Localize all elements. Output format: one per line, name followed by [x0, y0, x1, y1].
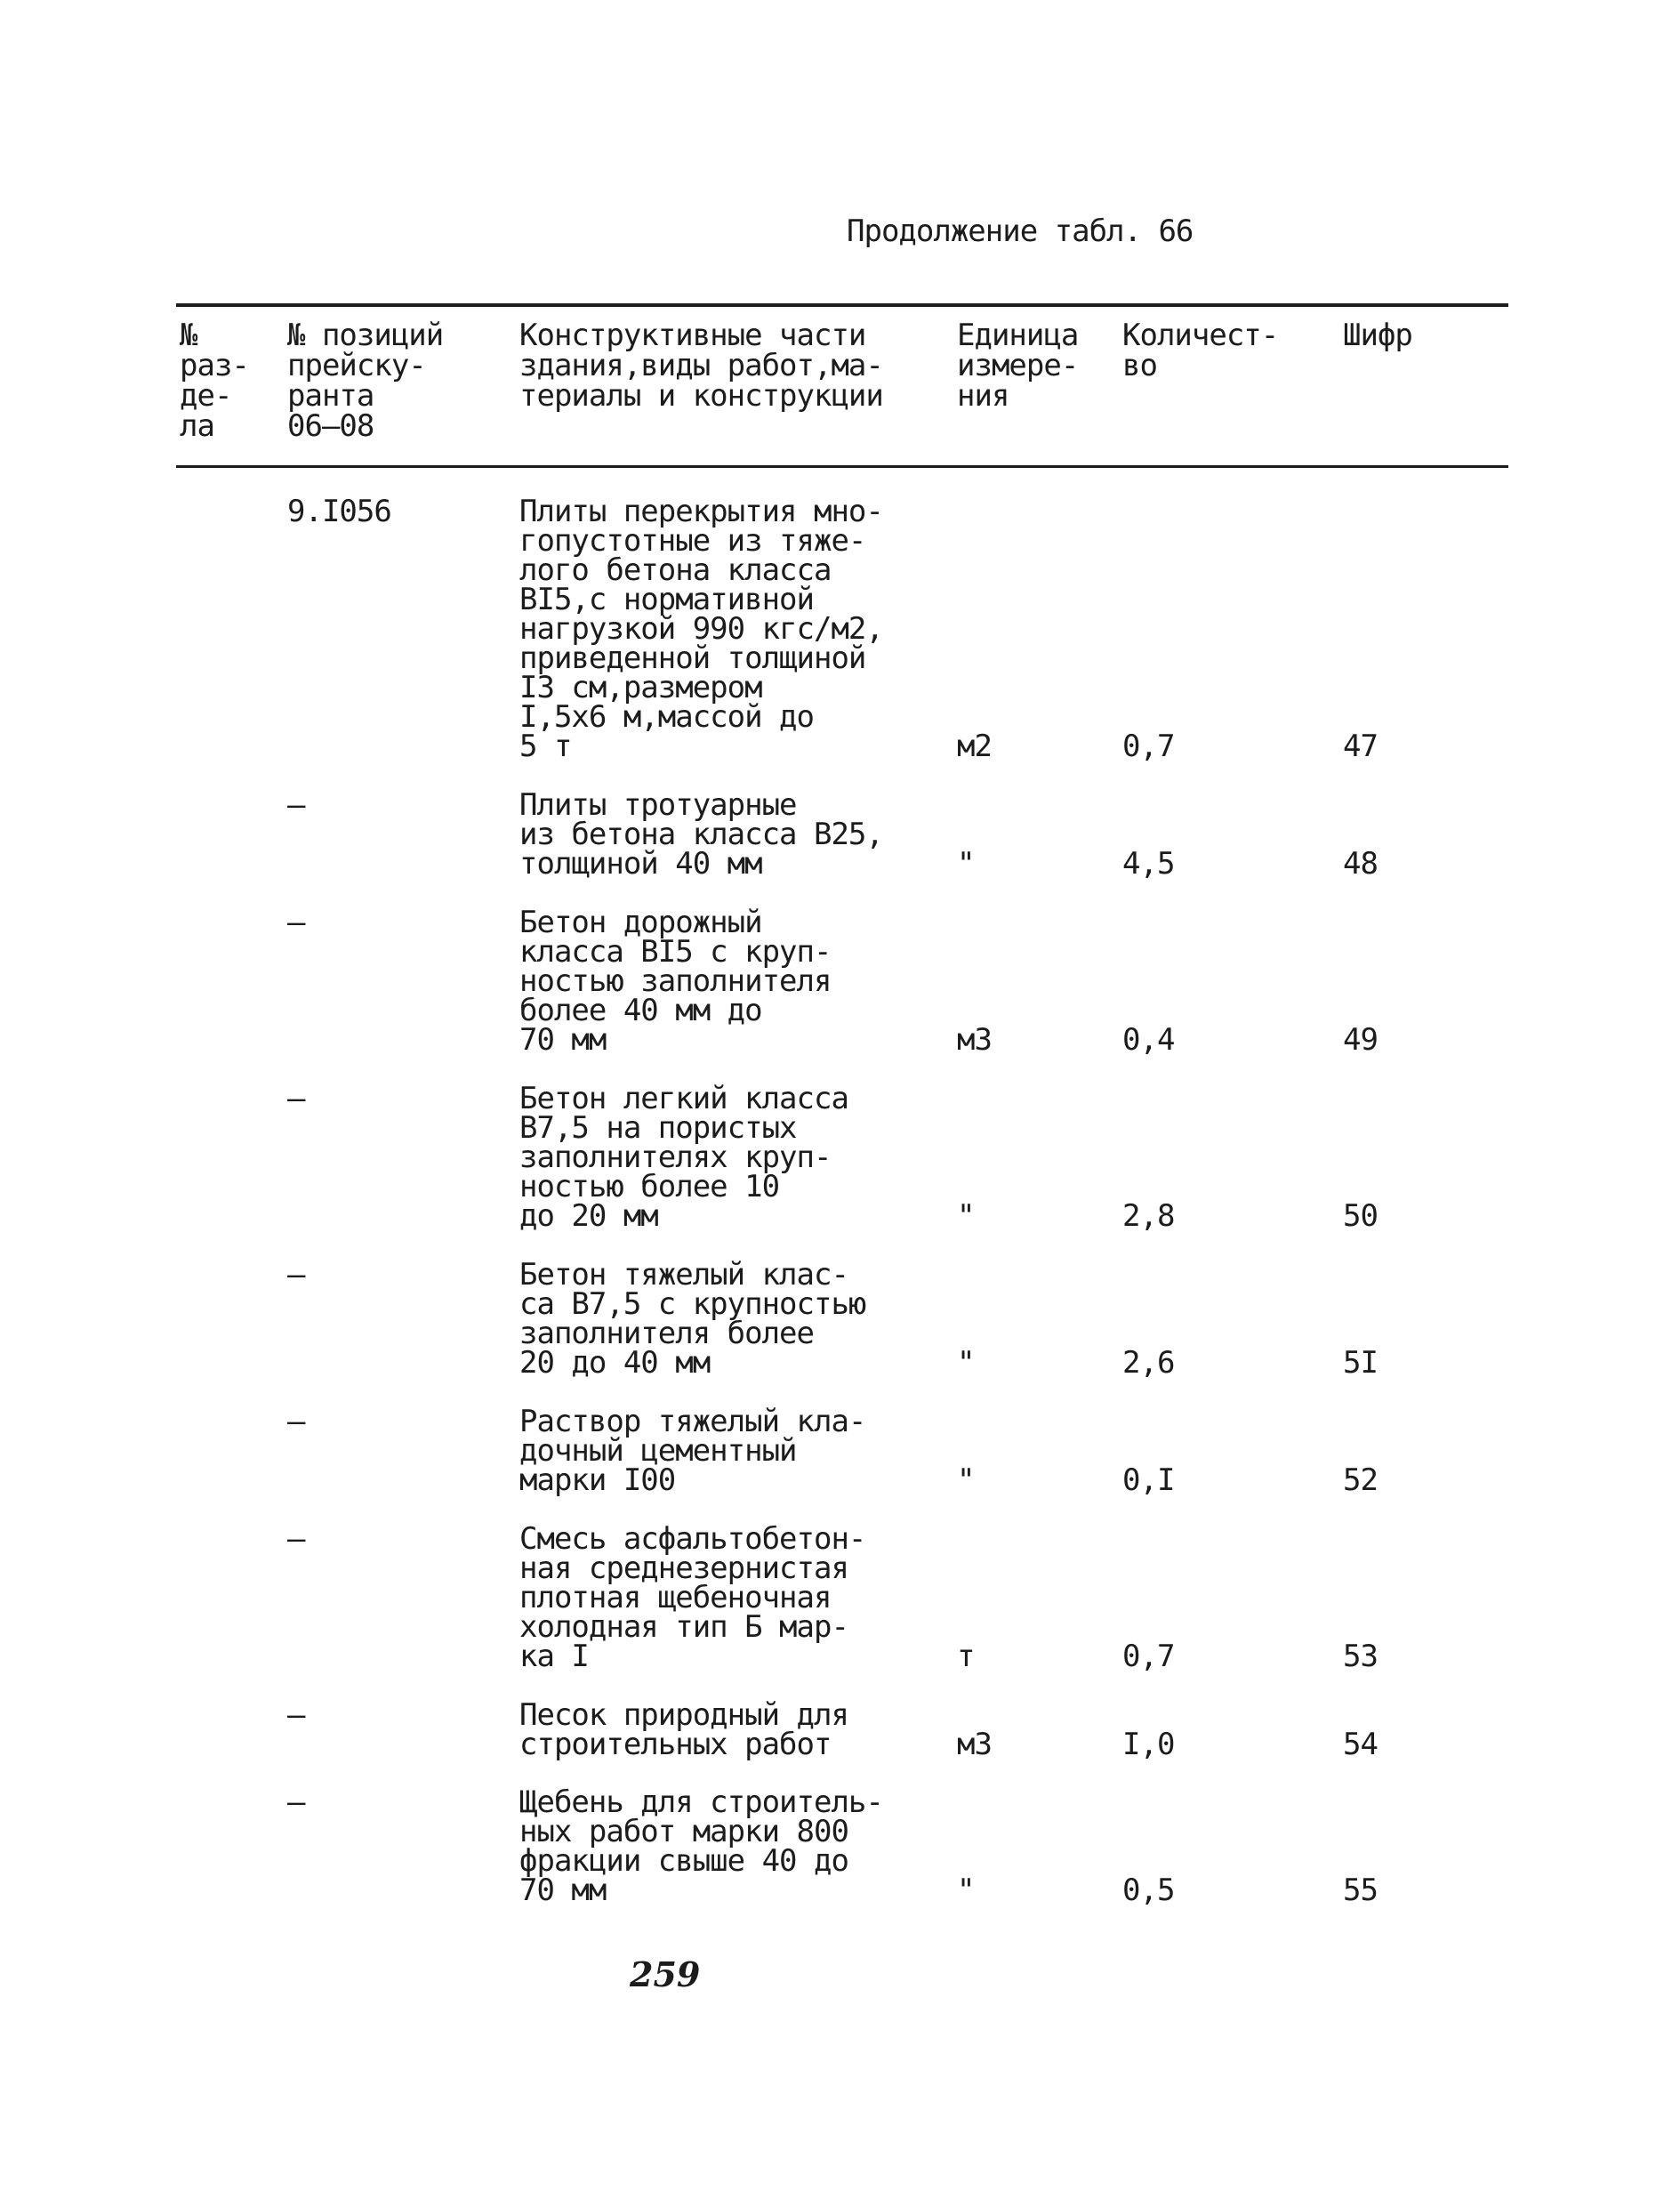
row-8-code: 54: [1343, 1727, 1378, 1762]
row-9-unit: ": [957, 1873, 975, 1908]
row-5-quantity: 2,6: [1122, 1345, 1175, 1381]
row-2-quantity: 4,5: [1122, 846, 1175, 882]
table-top-rule: [176, 303, 1508, 307]
row-6-quantity: 0,I: [1122, 1462, 1175, 1498]
row-9-quantity: 0,5: [1122, 1873, 1175, 1908]
row-9-code: 55: [1343, 1873, 1378, 1908]
row-2-position: –: [287, 787, 305, 823]
row-5-description: Бетон тяжелый клас- са В7,5 с крупностью заполнителя более 20 до 40 мм: [519, 1257, 866, 1381]
row-8-position: –: [287, 1697, 305, 1733]
row-5-unit: ": [957, 1345, 975, 1381]
row-1-unit: м2: [957, 729, 992, 764]
row-4-quantity: 2,8: [1122, 1198, 1175, 1234]
row-7-code: 53: [1343, 1639, 1378, 1674]
row-7-position: –: [287, 1521, 305, 1557]
table-continuation-caption: Продолжение табл. 66: [847, 213, 1194, 249]
row-7-quantity: 0,7: [1122, 1639, 1175, 1674]
header-quantity: Количест- во: [1122, 318, 1279, 383]
row-4-position: –: [287, 1081, 305, 1116]
header-structural-parts: Конструктивные части здания,виды работ,ма- териалы и конструкции: [519, 318, 883, 414]
row-5-code: 5I: [1343, 1345, 1378, 1381]
row-4-description: Бетон легкий класса В7,5 на пористых заполнителях круп- ностью более 10 до 20 мм: [519, 1081, 848, 1234]
row-2-code: 48: [1343, 846, 1378, 882]
page-number: 259: [630, 1954, 701, 1994]
row-3-quantity: 0,4: [1122, 1022, 1175, 1058]
row-8-quantity: I,0: [1122, 1727, 1175, 1762]
row-4-code: 50: [1343, 1198, 1378, 1234]
header-code: Шифр: [1343, 318, 1412, 353]
row-9-position: –: [287, 1784, 305, 1820]
row-6-position: –: [287, 1404, 305, 1439]
row-3-unit: м3: [957, 1022, 992, 1058]
row-2-unit: ": [957, 846, 975, 882]
row-7-description: Смесь асфальтобетон- ная среднезернистая плотная щебеночная холодная тип Б мар- ка I: [519, 1521, 866, 1674]
row-1-code: 47: [1343, 729, 1378, 764]
row-6-unit: ": [957, 1462, 975, 1498]
row-5-position: –: [287, 1257, 305, 1293]
row-4-unit: ": [957, 1198, 975, 1234]
header-unit: Единица измере- ния: [957, 318, 1079, 414]
row-6-description: Раствор тяжелый кла- дочный цементный марки I00: [519, 1404, 866, 1498]
row-1-quantity: 0,7: [1122, 729, 1175, 764]
row-8-unit: м3: [957, 1727, 992, 1762]
row-2-description: Плиты тротуарные из бетона класса В25, толщиной 40 мм: [519, 787, 883, 882]
row-3-position: –: [287, 905, 305, 940]
row-3-description: Бетон дорожный класса BI5 с круп- ностью заполнителя более 40 мм до 70 мм: [519, 905, 832, 1058]
header-price-list-position: № позиций прейску- ранта 06–08: [287, 318, 444, 444]
row-1-position: 9.I056: [287, 494, 391, 529]
row-1-description: Плиты перекрытия мно- гопустотные из тяже- лого бетона класса BI5,с нормативной нагрузкой 990 кгс/м2, приведенной толщиной I3 см,размером I,5x6 м,массой до 5 т: [519, 494, 883, 764]
row-9-description: Щебень для строитель- ных работ марки 800 фракции свыше 40 до 70 мм: [519, 1784, 883, 1908]
row-3-code: 49: [1343, 1022, 1378, 1058]
row-6-code: 52: [1343, 1462, 1378, 1498]
row-8-description: Песок природный для строительных работ: [519, 1697, 848, 1762]
header-section-number: № раз- де- ла: [180, 318, 249, 444]
header-bottom-rule: [176, 465, 1508, 468]
row-7-unit: т: [957, 1639, 975, 1674]
